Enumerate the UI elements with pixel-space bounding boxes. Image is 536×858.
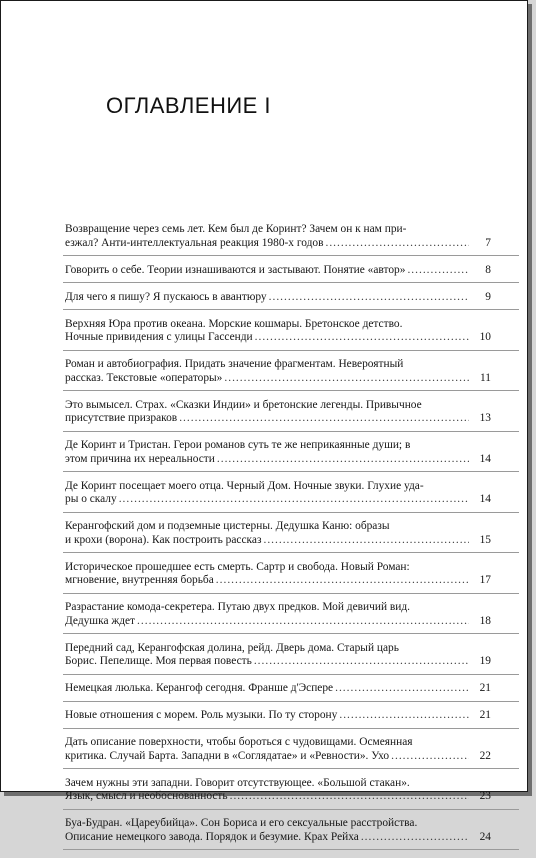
toc-entry-line: Буа-Будран. «Цареубийца». Сон Бориса и его сексуальные расстройства. — [65, 817, 418, 829]
dot-leader — [217, 453, 469, 467]
dot-leader — [224, 372, 469, 386]
dot-leader — [407, 264, 469, 278]
toc-entry-line: Язык, смысл и необоснованность — [65, 790, 228, 802]
toc-entry-line: Де Коринт и Тристан. Герои романов суть те же неприкаянные души; в — [65, 439, 411, 451]
dot-leader — [230, 790, 469, 804]
dot-leader — [179, 412, 469, 426]
toc-entry-line: рассказ. Текстовые «операторы» — [65, 371, 223, 384]
toc-entry-line: критика. Случай Барта. Западни в «Соглядатае» и «Ревности». Ухо — [65, 749, 390, 762]
toc-entry-line: Дать описание поверхности, чтобы бороться с чудовищами. Осмеянная — [65, 736, 413, 748]
toc-page-number: 23 — [479, 790, 491, 802]
toc-entry-line: Это вымысел. Страх. «Сказки Индии» и бретонские легенды. Привычное — [65, 398, 422, 411]
toc-entry-line: Новые отношения с морем. Роль музыки. По ту сторону — [65, 709, 338, 721]
toc-entry-line: езжал? Анти-интеллектуальная реакция 1980-х годов — [65, 236, 324, 249]
toc-entry — [65, 642, 491, 675]
toc-entry-line: Описание немецкого завода. Порядок и безумие. Крах Рейха — [65, 830, 359, 843]
toc-entry — [65, 520, 491, 553]
dot-leader — [325, 237, 469, 251]
toc-page-number: 10 — [479, 331, 491, 343]
toc-page-number: 14 — [479, 452, 491, 465]
toc-entry — [65, 736, 491, 769]
toc-entry-line: Борис. Пепелище. Моя первая повесть — [65, 655, 252, 667]
dot-leader — [335, 682, 469, 696]
toc-page-number: 14 — [479, 493, 491, 505]
toc-page-number: 7 — [485, 236, 491, 249]
toc-entry — [65, 709, 491, 729]
toc-entry — [65, 561, 491, 594]
toc-entry-line: Зачем нужны эти западни. Говорит отсутствующее. «Большой стакан». — [65, 776, 410, 789]
toc-entry-line: Разрастание комода-секретера. Путаю двух предков. Мой девичий вид. — [65, 601, 411, 613]
toc-entry — [65, 318, 491, 351]
dot-leader — [269, 291, 469, 305]
toc-page-number: 9 — [485, 290, 491, 303]
toc-entry — [65, 682, 491, 702]
toc-entry — [65, 358, 491, 391]
dot-leader — [339, 709, 469, 723]
toc-page-number: 18 — [479, 614, 491, 627]
toc-entry — [65, 601, 491, 634]
dot-leader — [263, 534, 469, 548]
toc-page-number: 21 — [479, 682, 491, 694]
toc-page-number: 22 — [479, 749, 491, 762]
toc-entry-line: ры о скалу — [65, 493, 117, 505]
page-title: ОГЛАВЛЕНИЕ I — [106, 93, 272, 118]
toc-entry-line: Передний сад, Керангофская долина, рейд. Дверь дома. Старый царь — [65, 641, 399, 654]
toc-entry — [65, 480, 491, 513]
toc-entry-line: Для чего я пишу? Я пускаюсь в авантюру — [65, 290, 267, 303]
toc-page-number: 8 — [485, 263, 491, 276]
dot-leader — [254, 655, 469, 669]
toc-entry — [65, 439, 491, 472]
toc-entry-line: Историческое прошедшее есть смерть. Сартр и свобода. Новый Роман: — [65, 560, 410, 573]
toc-entry-line: этом причина их нереальности — [65, 452, 215, 465]
toc-page-number: 21 — [479, 709, 491, 721]
toc-page-number: 24 — [479, 830, 491, 843]
toc-entry-line: и крохи (ворона). Как построить рассказ — [65, 533, 262, 546]
toc-page-number: 13 — [479, 412, 491, 424]
toc-entry-line: Говорить о себе. Теории изнашиваются и застывают. Понятие «автор» — [65, 263, 406, 276]
dot-leader — [255, 331, 469, 345]
toc-entry-line: Верхняя Юра против океана. Морские кошмары. Бретонское детство. — [65, 317, 403, 330]
toc-entry — [65, 399, 491, 432]
dot-leader — [119, 493, 469, 507]
toc-entry-line: Ночные привидения с улицы Гассенди — [65, 331, 253, 343]
dot-leader — [361, 831, 469, 845]
table-of-contents — [65, 223, 491, 858]
toc-entry — [65, 223, 491, 256]
toc-entry-line: Возвращение через семь лет. Кем был де Коринт? Зачем он к нам при- — [65, 223, 407, 235]
dot-leader — [137, 615, 469, 629]
toc-entry — [65, 291, 491, 311]
toc-entry-line: Немецкая люлька. Керангоф сегодня. Франше д'Эспере — [65, 682, 334, 694]
toc-entry — [65, 777, 491, 810]
toc-entry-line: мгновение, внутренняя борьба — [65, 574, 214, 586]
toc-entry-line: Де Коринт посещает моего отца. Черный Дом. Ночные звуки. Глухие уда- — [65, 479, 424, 492]
toc-entry-line: Дедушка ждет — [65, 614, 136, 627]
toc-page-number: 15 — [479, 533, 491, 546]
toc-page-number: 19 — [479, 655, 491, 667]
toc-entry-line: Роман и автобиография. Придать значение фрагментам. Невероятный — [65, 358, 404, 370]
toc-entry — [65, 817, 491, 850]
dot-leader — [216, 574, 469, 588]
toc-page-number: 11 — [480, 371, 491, 384]
toc-entry-line: Керангофский дом и подземные цистерны. Дедушка Каню: образы — [65, 520, 390, 532]
toc-page-number: 17 — [479, 574, 491, 586]
toc-entry — [65, 264, 491, 284]
dot-leader — [391, 750, 469, 764]
toc-entry-line: присутствие призраков — [65, 412, 178, 424]
